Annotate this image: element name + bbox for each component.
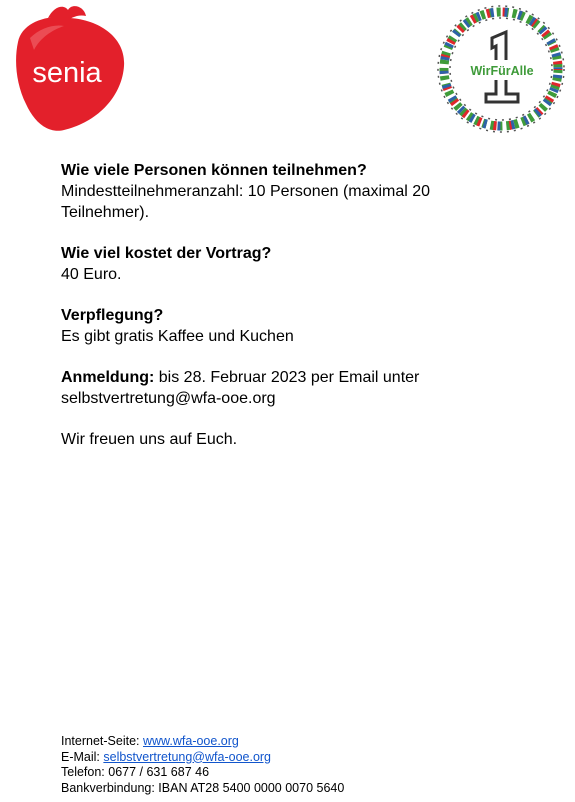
registration-section <box>61 367 531 409</box>
senia-logo <box>8 4 128 134</box>
registration-label: Anmeldung: <box>61 369 155 386</box>
catering-section <box>61 305 531 347</box>
footer-email-link[interactable]: selbstvertretung@wfa-ooe.org <box>103 749 272 764</box>
footer-website-row <box>61 734 344 750</box>
registration-text: bis 28. Februar 2023 per Email unter <box>154 369 420 386</box>
closing-section <box>61 429 531 450</box>
wfa-logo-text: WirFürAlle <box>470 64 534 78</box>
footer-email-row <box>61 750 344 766</box>
participants-section <box>61 160 531 223</box>
participants-text-line-2: Teilnehmer). <box>61 204 150 221</box>
cost-heading: Wie viel kostet der Vortrag? <box>61 245 272 262</box>
registration-line <box>61 367 531 388</box>
footer-website-link[interactable]: www.wfa-ooe.org <box>143 734 239 748</box>
footer <box>61 734 344 796</box>
catering-heading: Verpflegung? <box>61 307 164 324</box>
senia-logo-text: senia <box>32 57 102 89</box>
wfa-logo <box>434 2 568 136</box>
footer-website-label: Internet-Seite: <box>61 734 143 748</box>
cost-text: 40 Euro. <box>61 266 122 283</box>
catering-text: Es gibt gratis Kaffee und Kuchen <box>61 328 294 345</box>
footer-bank: Bankverbindung: IBAN AT28 5400 0000 0070 5640 <box>61 780 345 795</box>
footer-phone: Telefon: 0677 / 631 687 46 <box>61 765 210 779</box>
main-content <box>61 160 531 470</box>
closing-text: Wir freuen uns auf Euch. <box>61 431 238 448</box>
registration-email: selbstvertretung@wfa-ooe.org <box>61 390 276 407</box>
participants-text-line-1: Mindestteilnehmeranzahl: 10 Personen (maximal 20 <box>61 183 431 200</box>
cost-section <box>61 243 531 285</box>
participants-heading: Wie viele Personen können teilnehmen? <box>61 162 367 179</box>
footer-email-label: E-Mail: <box>61 749 104 764</box>
